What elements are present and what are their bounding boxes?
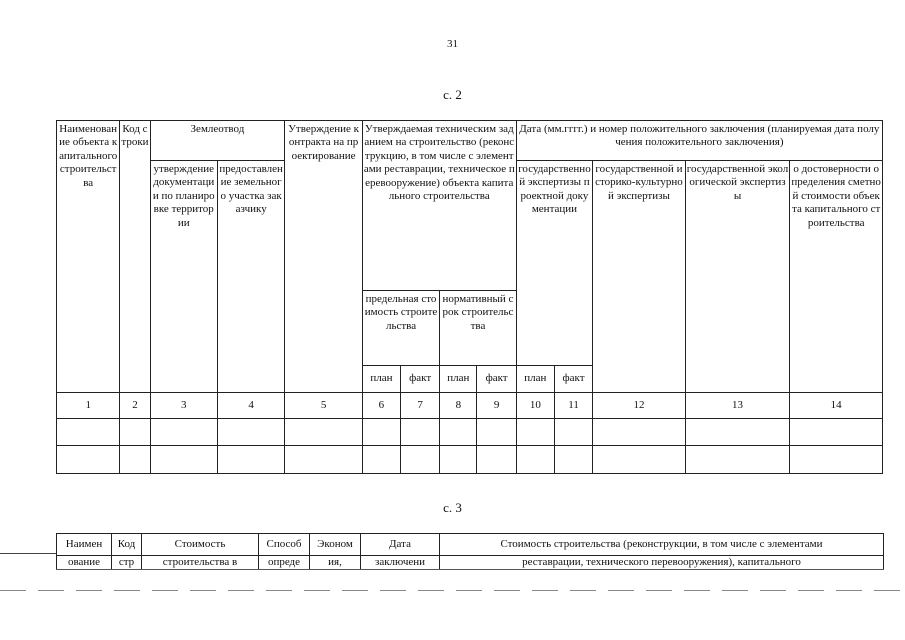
table-cell: заключени	[361, 556, 440, 570]
table-cell	[685, 446, 790, 474]
column-number: 4	[217, 393, 284, 419]
table-cell	[362, 419, 400, 446]
header-plan: план	[516, 366, 554, 393]
scan-line	[0, 590, 905, 591]
header-date-sub1: государственной экспертизы проектной документации	[516, 161, 592, 366]
table-cell: Стоимость	[142, 534, 259, 556]
table-cell	[554, 419, 592, 446]
column-number: 12	[593, 393, 686, 419]
header-fact: факт	[477, 366, 516, 393]
section-2-table	[56, 120, 883, 474]
table-cell	[285, 446, 362, 474]
header-fact: факт	[554, 366, 592, 393]
column-number: 5	[285, 393, 362, 419]
table-cell	[516, 446, 554, 474]
column-number: 3	[150, 393, 217, 419]
column-number: 10	[516, 393, 554, 419]
table-cell	[401, 419, 440, 446]
table-cell	[440, 446, 477, 474]
section-2-label: с. 2	[443, 87, 462, 102]
table-cell	[57, 419, 120, 446]
header-land: Землеотвод	[150, 121, 285, 161]
column-number: 1	[57, 393, 120, 419]
header-task-sub2: нормативный срок строительства	[440, 291, 516, 366]
header-code: Код строки	[120, 121, 150, 393]
table-cell: реставрации, технического перевооружения), капитального	[440, 556, 884, 570]
column-number: 11	[554, 393, 592, 419]
table-cell	[593, 446, 686, 474]
column-number: 2	[120, 393, 150, 419]
table-cell: строительства в	[142, 556, 259, 570]
table-cell	[150, 446, 217, 474]
table-cell: Дата	[361, 534, 440, 556]
table-cell	[362, 446, 400, 474]
column-number: 7	[401, 393, 440, 419]
table-cell: ование	[57, 556, 112, 570]
table-cell	[120, 419, 150, 446]
table-cell	[516, 419, 554, 446]
header-date-sub3: государственной экологической экспертизы	[685, 161, 790, 393]
table-cell	[285, 419, 362, 446]
header-task: Утверждаемая техническим заданием на строительство (реконструкцию, в том числе с элементами реставрации, техническое перевооружение) объекта капитального строительства	[362, 121, 516, 291]
table-cell	[217, 446, 284, 474]
table-cell	[685, 419, 790, 446]
header-plan: план	[440, 366, 477, 393]
header-date-sub2: государственной историко-культурной экспертизы	[593, 161, 686, 393]
table-cell: Способ	[259, 534, 310, 556]
column-number: 9	[477, 393, 516, 419]
table-cell: стр	[112, 556, 142, 570]
column-number: 8	[440, 393, 477, 419]
scan-line	[0, 553, 56, 554]
table-cell	[554, 446, 592, 474]
table-cell	[790, 446, 883, 474]
table-cell: Эконом	[310, 534, 361, 556]
header-date-sub4: о достоверности определения сметной стоимости объекта капитального строительства	[790, 161, 883, 393]
page-number: 31	[447, 38, 458, 50]
table-cell: ия,	[310, 556, 361, 570]
header-task-sub1: предельная стоимость строительства	[362, 291, 439, 366]
header-land-sub1: утверждение документации по планировке территории	[150, 161, 217, 393]
section-3-label: с. 3	[443, 500, 462, 515]
header-plan: план	[362, 366, 400, 393]
header-contract: Утверждение контракта на проектирование	[285, 121, 362, 393]
table-cell	[57, 446, 120, 474]
header-name: Наименование объекта капитального строительства	[57, 121, 120, 393]
table-row	[57, 419, 883, 446]
table-cell: Наимен	[57, 534, 112, 556]
table-row	[57, 446, 883, 474]
column-number: 13	[685, 393, 790, 419]
header-land-sub2: предоставление земельного участка заказчику	[217, 161, 284, 393]
table-cell: Стоимость строительства (реконструкции, в том числе с элементами	[440, 534, 884, 556]
table-cell	[401, 446, 440, 474]
section-3-table	[56, 533, 884, 570]
table-cell: опреде	[259, 556, 310, 570]
table-cell	[120, 446, 150, 474]
column-number: 14	[790, 393, 883, 419]
column-number: 6	[362, 393, 400, 419]
header-fact: факт	[401, 366, 440, 393]
table-cell	[593, 419, 686, 446]
table-cell	[477, 446, 516, 474]
table-cell	[790, 419, 883, 446]
header-date: Дата (мм.гггг.) и номер положительного заключения (планируемая дата получения положительного заключения)	[516, 121, 882, 161]
table-cell	[440, 419, 477, 446]
table-cell	[477, 419, 516, 446]
table-cell	[217, 419, 284, 446]
table-cell: Код	[112, 534, 142, 556]
table-cell	[150, 419, 217, 446]
